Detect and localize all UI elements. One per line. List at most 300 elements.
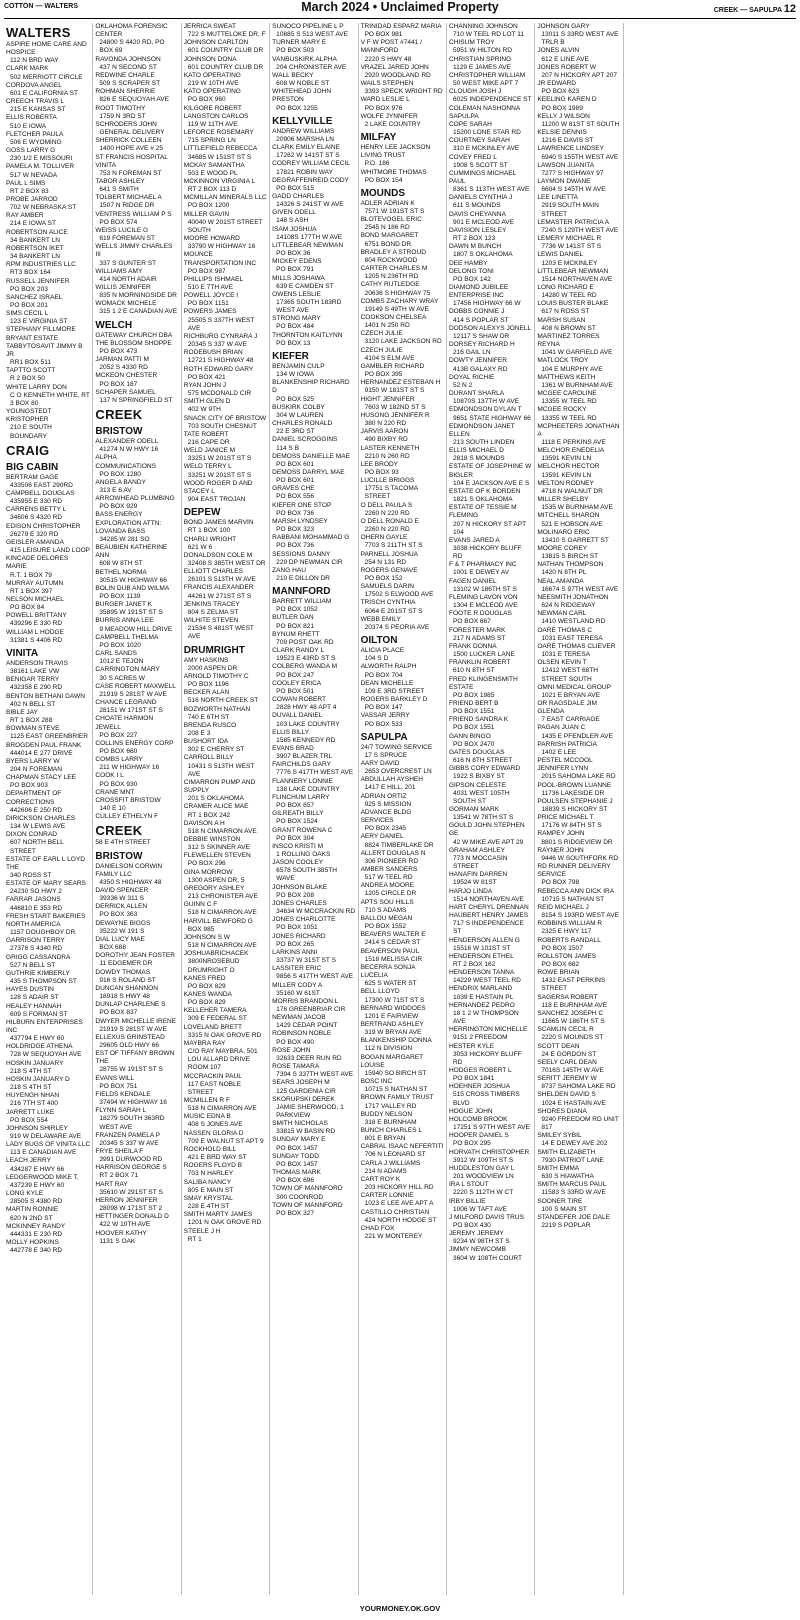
owner-name: VANBUSKIRK ALPHA bbox=[272, 55, 337, 63]
owner-address: PO BOX 304 bbox=[276, 834, 315, 842]
owner-address: 19524 W 81ST bbox=[452, 879, 497, 887]
owner-name: WELD JANICE M bbox=[183, 447, 236, 455]
owner-entry bbox=[449, 1181, 532, 1197]
owner-name: HENDERSON ETHEL bbox=[448, 952, 514, 960]
owner-entry bbox=[449, 904, 532, 912]
owner-entry bbox=[6, 212, 90, 228]
owner-entry bbox=[6, 725, 90, 741]
owner-entry bbox=[95, 789, 178, 797]
listing-column bbox=[4, 23, 92, 1595]
owner-name: HARRISON GEORGE S bbox=[95, 1164, 167, 1172]
owner-entry bbox=[6, 408, 90, 441]
owner-address: 703 SOUTH CHESNUT bbox=[187, 422, 257, 430]
owner-entry bbox=[361, 551, 444, 567]
city-heading: BRISTOW bbox=[95, 850, 143, 862]
owner-entry bbox=[449, 227, 532, 243]
owner-name: BOZWORTH NATHAN bbox=[183, 705, 251, 713]
owner-name: DANIELSON CORWIN FAMILY LLC bbox=[95, 862, 163, 878]
owner-entry bbox=[95, 332, 178, 356]
owner-entry bbox=[184, 382, 267, 398]
owner-entry bbox=[272, 128, 355, 144]
owner-name: DEMOSS DANIELLE MAE bbox=[272, 452, 351, 460]
owner-name: CORDOVA ANGEL bbox=[6, 81, 62, 89]
owner-entry bbox=[6, 1157, 90, 1173]
owner-name: HENDRIX MARLAND bbox=[448, 985, 513, 993]
owner-name: KATO OPERATING bbox=[183, 71, 241, 79]
owner-entry bbox=[449, 374, 532, 390]
owner-name: 58 E 4TH STREET bbox=[95, 839, 151, 847]
owner-address: 208 E 3 bbox=[187, 729, 211, 737]
owner-address: PO BOX 1151 bbox=[187, 300, 229, 308]
owner-address: 210 E SOUTH BOUNDARY bbox=[10, 424, 52, 440]
owner-name: ESTATE OF MARY SEARS bbox=[6, 880, 86, 888]
owner-name: ADVANCE BLDG SERVICES bbox=[360, 808, 412, 825]
owner-entry bbox=[272, 160, 355, 176]
owner-entry bbox=[272, 275, 355, 291]
owner-address: 2220 S MOUNDS ST bbox=[541, 1034, 604, 1042]
owner-address: 13815 S BIRCH ST bbox=[541, 553, 599, 561]
owner-address: 518 N CIMARRON AVE bbox=[187, 1105, 257, 1113]
owner-name: FARRAR JASONS bbox=[6, 896, 61, 904]
owner-entry bbox=[6, 229, 90, 245]
owner-name: HOOPER DANIEL S bbox=[448, 1132, 509, 1140]
owner-address: 21919 S 281ST W AVE bbox=[99, 1025, 167, 1033]
owner-name: WALL BECKY bbox=[272, 71, 314, 79]
owner-name: MCMILLAN MINERALS LLC bbox=[183, 194, 267, 202]
city-heading: KIEFER bbox=[272, 350, 309, 362]
owner-entry bbox=[449, 1198, 532, 1214]
owner-name: NEWMAN JACOB bbox=[272, 1014, 326, 1022]
owner-entry bbox=[6, 896, 90, 912]
owner-address: 39336 W 311 S bbox=[99, 895, 145, 903]
owner-entry bbox=[361, 477, 444, 501]
owner-name: CARL SANDS bbox=[95, 650, 137, 658]
owner-name: JONES CHARLES bbox=[272, 899, 327, 907]
owner-address: 444014 E 277 DRIVE bbox=[10, 749, 73, 757]
city-heading: MANNFORD bbox=[272, 586, 331, 598]
owner-address: 37494 W HIGHWAY 16 bbox=[99, 1099, 167, 1107]
owner-address: 14280 W TEEL RD bbox=[541, 292, 597, 300]
owner-entry bbox=[95, 839, 178, 847]
owner-entry bbox=[6, 343, 90, 367]
owner-address: 216 CAPE DR bbox=[187, 438, 230, 446]
owner-entry bbox=[95, 969, 178, 985]
owner-name: POULSEN STEPHANIE J bbox=[537, 797, 613, 805]
owner-address: 1041 W GARFIELD AVE bbox=[541, 349, 613, 357]
owner-address: PO BOX 36 bbox=[276, 250, 311, 258]
owner-address: RT 2 BOX 162 bbox=[452, 960, 496, 968]
owner-name: AARY DAVID bbox=[360, 759, 400, 767]
owner-entry bbox=[184, 113, 267, 129]
owner-entry bbox=[95, 227, 178, 243]
owner-address: 773 N MOCCASIN STREET bbox=[452, 854, 508, 871]
owner-address: 210 E DILLON DR bbox=[276, 575, 331, 582]
owner-address: BOX 688 bbox=[99, 944, 126, 952]
owner-address: 12721 S HIGHWAY 48 bbox=[187, 357, 254, 365]
owner-address: 11583 S 33RD W AVE bbox=[541, 1189, 606, 1197]
owner-name: MOORE COREY bbox=[537, 545, 588, 552]
owner-address: 6578 SOUTH 385TH WAVE bbox=[276, 867, 337, 883]
owner-name: ARROWHEAD PLUMBING bbox=[95, 495, 175, 503]
owner-name: BARRETT WILLIAM bbox=[272, 598, 332, 606]
owner-address: 702 W NEBRASKA ST bbox=[10, 204, 77, 212]
owner-name: DELONG TONI bbox=[448, 267, 494, 275]
owner-entry bbox=[537, 1214, 620, 1230]
owner-name: SKORUPSKI DEREK bbox=[272, 1095, 335, 1103]
owner-name: KANES FRED bbox=[183, 974, 226, 982]
owner-address: 228 E 4TH ST bbox=[187, 1203, 230, 1211]
owner-address: 2818 S MOUNDS bbox=[452, 455, 505, 463]
owner-address: 17300 W 71ST ST S bbox=[364, 996, 425, 1004]
owner-address: 621 W 6 bbox=[187, 543, 213, 551]
owner-name: DOWDY THOMAS bbox=[95, 968, 151, 976]
owner-name: ZANG HAU bbox=[272, 566, 306, 574]
owner-address: 2653 OVERCREST LN bbox=[364, 768, 432, 776]
owner-address: 1535 W BURNHAM AVE bbox=[541, 504, 613, 512]
owner-address: 137 N SPRINGFIELD ST bbox=[99, 396, 173, 404]
owner-name: LADY BUGS OF VINITA LLC bbox=[6, 1141, 91, 1149]
owner-entry bbox=[449, 888, 532, 904]
owner-address: PO BOX 142 bbox=[452, 275, 491, 283]
owner-address: 10715 S NATHAN ST bbox=[541, 895, 605, 903]
owner-entry bbox=[95, 1148, 178, 1164]
owner-address: 728 W SEQUOYAH AVE bbox=[10, 1051, 82, 1059]
owner-name: SEELY CARL DEAN bbox=[537, 1058, 597, 1066]
owner-name: SMAY KRYSTAL bbox=[183, 1194, 233, 1202]
owner-address: 601 COUNTRY CLUB DR bbox=[187, 47, 264, 55]
owner-entry bbox=[184, 552, 267, 568]
owner-entry bbox=[184, 1073, 267, 1097]
owner-address: PO BOX 682 bbox=[541, 960, 580, 968]
owner-address: 18279 SOUTH 363RD WEST AVE bbox=[99, 1115, 165, 1131]
owner-address: 7571 W 191ST ST S bbox=[364, 207, 425, 215]
listing-column bbox=[358, 23, 446, 1595]
owner-name: CABRAL ISAAC NEFERTITI bbox=[360, 1143, 444, 1151]
owner-address: BOX 985 bbox=[187, 925, 215, 933]
owner-address: 8361 S 113TH WEST AVE bbox=[452, 186, 530, 194]
owner-entry bbox=[449, 284, 532, 308]
owner-name: LEDGERWOOD MIKE T. bbox=[6, 1173, 79, 1181]
owner-entry bbox=[6, 1019, 90, 1043]
owner-entry bbox=[361, 428, 444, 444]
owner-name: ROHMAN SHERRIE bbox=[95, 88, 156, 96]
owner-address: 439296 E 330 RD bbox=[10, 620, 63, 628]
owner-name: LEMERY MICHAEL R bbox=[537, 235, 602, 243]
owner-name: BYNUM RHETT bbox=[272, 630, 320, 638]
owner-entry bbox=[184, 1211, 267, 1227]
owner-address: 16674 S 97TH WEST AVE bbox=[541, 585, 619, 593]
owner-address: 2210 N 260 RD bbox=[364, 452, 410, 460]
owner-address: PO BOX 1507 bbox=[541, 944, 583, 952]
owner-address: 1023 E LEE AVE APT A bbox=[364, 1200, 434, 1208]
owner-name: RODEBUSH BRIAN bbox=[183, 349, 243, 357]
owner-entry bbox=[184, 415, 267, 431]
owner-address: 521 E HOBSON AVE bbox=[541, 520, 603, 528]
owner-entry bbox=[361, 80, 444, 96]
owner-name: TOWN OF MANNFORD bbox=[272, 1185, 343, 1193]
owner-name: SALIBA NANCY bbox=[183, 1178, 232, 1186]
owner-address: 502 MERRIOTT CIRCLE bbox=[10, 73, 83, 81]
owner-address: PO BOX 1524 bbox=[276, 818, 318, 826]
owner-address: 17262 W 141ST ST S bbox=[276, 152, 340, 160]
owner-address: 8824 TIMBERLAKE DR bbox=[364, 841, 434, 849]
owner-address: 4718 N WALNUT DR bbox=[541, 487, 603, 495]
owner-address: 1507 N RIDGE DR bbox=[99, 202, 155, 210]
owner-entry bbox=[537, 162, 620, 178]
owner-address: 7736 W 141ST ST S bbox=[541, 243, 602, 251]
owner-entry bbox=[449, 268, 532, 284]
owner-name: CZECH JULIE bbox=[360, 346, 403, 354]
owner-address: RT 2 BOX 123 bbox=[452, 235, 496, 243]
owner-entry bbox=[449, 1214, 532, 1230]
owner-name: MOORE HOWARD bbox=[183, 235, 240, 243]
owner-entry bbox=[6, 294, 90, 310]
owner-name: BENJAMIN CULP bbox=[272, 362, 325, 370]
owner-entry bbox=[184, 568, 267, 584]
owner-name: FLINCHUM LARRY bbox=[272, 793, 330, 801]
owner-address: 9234 W 98TH ST S bbox=[452, 1238, 510, 1246]
owner-name: WELD TERRY L bbox=[183, 463, 232, 471]
owner-address: 740 E 6TH ST bbox=[187, 713, 230, 721]
owner-entry bbox=[95, 1018, 178, 1034]
owner-address: 1205 N 236TH RD bbox=[364, 273, 419, 281]
owner-name: HERNANDEZ ESTEBAN H bbox=[360, 379, 441, 387]
owner-address: PO BOX 736 bbox=[276, 509, 315, 517]
page-header bbox=[4, 0, 796, 19]
owner-entry bbox=[95, 243, 178, 267]
owner-entry bbox=[184, 349, 267, 365]
owner-address: 1129 E JAMES AVE bbox=[452, 63, 511, 71]
city-heading: KELLYVILLE bbox=[272, 115, 333, 127]
owner-address: 340 ROSS ST bbox=[10, 872, 52, 879]
owner-entry bbox=[537, 1010, 620, 1026]
owner-name: KELLEHER TAMERA bbox=[183, 1007, 247, 1015]
owner-name: MILLER SHELBY bbox=[537, 496, 589, 504]
owner-address: 601 COUNTRY CLUB DR bbox=[187, 63, 264, 71]
owner-address: 5951 W HILTON RD bbox=[452, 47, 513, 55]
owner-name: POWELL JOYCE I bbox=[183, 292, 239, 300]
owner-name: JONES RICHARD bbox=[272, 932, 326, 940]
owner-name: WHITEHEAD JOHN PRESTON bbox=[272, 88, 332, 104]
owner-address: 119 W 11TH AVE bbox=[187, 120, 238, 128]
owner-name: FLANNERY LONNIE bbox=[272, 777, 334, 785]
owner-address: 575 MCDONALD CIR bbox=[187, 390, 252, 398]
owner-entry bbox=[6, 278, 90, 294]
owner-address: 18918 S HWY 48 bbox=[99, 993, 150, 1001]
owner-entry bbox=[449, 1149, 532, 1165]
owner-address: 35222 W 191 S bbox=[99, 927, 145, 935]
owner-address: 1 ROLLING OAKS bbox=[276, 851, 331, 858]
owner-address: 34 BANKERT LN bbox=[10, 253, 60, 261]
owner-entry bbox=[537, 219, 620, 235]
owner-address: 1922 S BIXBY ST bbox=[452, 773, 505, 781]
owner-address: C/O RAY MAYBRA, 501 LOU ALLARD DRIVE ROOM 107 bbox=[187, 1048, 258, 1072]
owner-address: 9240 FREEDOM RD UNIT 817 bbox=[541, 1115, 619, 1132]
owner-entry bbox=[184, 162, 267, 178]
owner-entry bbox=[361, 64, 444, 80]
owner-name: SOONER TIRE bbox=[537, 1197, 583, 1205]
owner-name: MILLER CODY A bbox=[272, 981, 323, 989]
owner-entry bbox=[95, 772, 178, 788]
owner-name: KELLY J WILSON bbox=[537, 112, 590, 120]
owner-entry bbox=[537, 129, 620, 145]
owner-address: 1300 ASPEN DR, 5 bbox=[187, 876, 245, 884]
owner-entry bbox=[449, 953, 532, 969]
owner-entry bbox=[537, 969, 620, 993]
owner-name: HART CHERYL DRENNAN bbox=[448, 903, 529, 911]
owner-name: SIMS CECIL L bbox=[6, 310, 49, 318]
owner-name: ROGERS BARKLEY D bbox=[360, 696, 428, 704]
city-heading: DEPEW bbox=[183, 507, 221, 519]
owner-name: ELLIS MICHAEL D bbox=[448, 447, 505, 455]
owner-address: 112 N DIVISION bbox=[364, 1045, 413, 1053]
city-heading: BRISTOW bbox=[95, 426, 143, 438]
owner-address: 1021 E BRYAN AVE bbox=[541, 691, 600, 699]
owner-name: ANDREA MOORE bbox=[360, 882, 415, 890]
owner-entry bbox=[361, 616, 444, 632]
owner-address: 211 W HIGHWAY 16 bbox=[99, 764, 160, 772]
owner-entry bbox=[361, 169, 444, 185]
owner-entry bbox=[537, 545, 620, 561]
owner-entry bbox=[537, 1149, 620, 1165]
owner-name: DEBBIE WINSTON bbox=[183, 836, 241, 843]
owner-entry bbox=[95, 1034, 178, 1050]
owner-name: DANIEL SCROGGINS bbox=[272, 436, 338, 444]
owner-entry bbox=[449, 1132, 532, 1148]
owner-entry bbox=[184, 251, 267, 275]
owner-address: 380 N 220 RD bbox=[364, 420, 407, 428]
owner-name: EST OF TIFFANY BROWN THE bbox=[95, 1050, 175, 1066]
owner-entry bbox=[6, 1076, 90, 1092]
owner-entry bbox=[6, 629, 90, 645]
owner-entry bbox=[95, 389, 178, 405]
owner-address: 3907 BLAZER TRL bbox=[276, 753, 333, 761]
owner-address: 1205 CIRCLE DR bbox=[364, 890, 417, 898]
owner-name: MCCRACKIN PAUL bbox=[183, 1072, 242, 1080]
owner-entry bbox=[6, 1043, 90, 1059]
owner-address: PO BOX 829 bbox=[187, 982, 226, 990]
owner-address: 3912 W 109TH ST S bbox=[452, 1156, 514, 1164]
owner-address: 919 W DELAWARE AVE bbox=[10, 1133, 82, 1140]
owner-name: O DELL RONALD E bbox=[360, 517, 419, 525]
owner-address: 2052 S 4330 RD bbox=[99, 364, 148, 372]
owner-address: PO BOX 1139 bbox=[99, 593, 141, 600]
owner-name: DOROTHY JEAN FOSTER bbox=[95, 952, 175, 960]
owner-address: 9651 STATE HIGHWAY 66 bbox=[452, 414, 531, 422]
owner-entry bbox=[272, 404, 355, 420]
owner-name: NEWMAN CARL bbox=[537, 610, 587, 618]
owner-entry bbox=[449, 23, 532, 39]
owner-address: 34 BANKERT LN bbox=[10, 236, 60, 244]
owner-entry bbox=[361, 882, 444, 898]
owner-name: ALICIA PLACE bbox=[360, 647, 405, 655]
owner-address: 607 NORTH BELL STREET bbox=[10, 839, 64, 855]
owner-name: THOMAS MARK bbox=[272, 1169, 321, 1177]
city-heading: MOUNDS bbox=[360, 187, 406, 199]
owner-entry bbox=[361, 39, 444, 63]
owner-entry bbox=[361, 1143, 444, 1159]
owner-entry bbox=[449, 733, 532, 749]
owner-name: RPM INDUSTRIES LLC bbox=[6, 261, 76, 269]
owner-name: MELCHOR ENEDELIA bbox=[537, 447, 605, 455]
owner-address: 1500 LUCKER LANE bbox=[452, 651, 515, 659]
owner-entry bbox=[449, 749, 532, 765]
owner-name: DAVID SPENCER bbox=[95, 887, 149, 894]
owner-entry bbox=[272, 258, 355, 274]
owner-name: CHRISTIAN SPRING bbox=[448, 55, 512, 63]
owner-address: PO BOX 623 bbox=[541, 88, 580, 96]
owner-address: 402 W 9TH bbox=[187, 406, 221, 414]
owner-address: 117 EAST NOBLE STREET bbox=[187, 1080, 242, 1096]
owner-address: 33737 W 31ST ST S bbox=[276, 957, 336, 965]
owner-entry bbox=[361, 216, 444, 232]
owner-name: WAILS STEPHEN bbox=[360, 80, 414, 88]
owner-address: RT 2 BOX 71 bbox=[99, 1172, 139, 1180]
owner-address: 805 E MAIN ST bbox=[187, 1186, 234, 1194]
owner-name: FLEMING LAVON VON bbox=[448, 593, 518, 601]
owner-name: BOWMAN STEVE bbox=[6, 725, 60, 733]
owner-entry bbox=[537, 904, 620, 920]
owner-name: ELLIOTT CHARLES bbox=[183, 568, 243, 576]
owner-address: 8154 S 193RD WEST AVE bbox=[541, 912, 619, 920]
owner-name: CHANCE LEGRAND bbox=[95, 699, 157, 707]
owner-address: 6025 INDEPENDENCE ST bbox=[452, 96, 532, 104]
city-heading: BIG CABIN bbox=[6, 461, 59, 473]
owner-name: MARSH SUSAN bbox=[537, 316, 586, 324]
owner-name: STEPHANY FILLMORE bbox=[6, 326, 76, 334]
owner-name: DUNCAN SHANNON bbox=[95, 984, 158, 992]
owner-name: JARMAN PATTI M bbox=[95, 356, 149, 364]
owner-entry bbox=[6, 1141, 90, 1157]
owner-address: 2260 N 220 RD bbox=[364, 526, 410, 534]
owner-entry bbox=[272, 745, 355, 761]
owner-name: HAUBERT HENRY JAMES bbox=[448, 912, 529, 920]
owner-address: 433506 EAST 290RD bbox=[10, 481, 73, 489]
owner-entry bbox=[184, 1097, 267, 1113]
owner-entry bbox=[95, 300, 178, 316]
owner-address: 214 E IOWA ST bbox=[10, 220, 56, 228]
owner-entry bbox=[272, 209, 355, 225]
owner-entry bbox=[272, 1096, 355, 1120]
owner-entry bbox=[361, 96, 444, 112]
owner-name: GILREATH BILLY bbox=[272, 810, 324, 818]
owner-address: 1012 E TEJON bbox=[99, 658, 144, 666]
owner-entry bbox=[6, 367, 90, 383]
owner-address: PO BOX 667 bbox=[452, 618, 491, 626]
owner-entry bbox=[95, 544, 178, 568]
owner-entry bbox=[449, 121, 532, 137]
owner-name: LAYMON DWANE bbox=[537, 177, 591, 185]
owner-entry bbox=[361, 712, 444, 728]
owner-address: PO BOX 525 bbox=[276, 395, 315, 403]
owner-address: PO BOX 1985 bbox=[452, 691, 495, 699]
owner-address: 904 EAST TROJAN bbox=[187, 496, 246, 504]
owner-entry bbox=[361, 760, 444, 776]
owner-entry bbox=[95, 372, 178, 388]
owner-name: WILLIS JENNIFER bbox=[95, 284, 151, 291]
owner-address: 8801 S RIDGEVIEW DR bbox=[541, 838, 613, 846]
owner-address: 216 GAIL LN bbox=[452, 349, 491, 357]
owner-address: 3120 LAKE JACKSON RD bbox=[364, 338, 442, 346]
owner-entry bbox=[184, 292, 267, 308]
owner-name: ANDREW WILLIAMS bbox=[272, 127, 335, 135]
owner-address: 24800 S 4420 RD, PO BOX 69 bbox=[99, 39, 165, 55]
owner-address: PO BOX 484 bbox=[276, 323, 315, 331]
owner-address: 204 N FOREMAN bbox=[10, 765, 63, 773]
owner-name: COMBS ZACHARY WRAY bbox=[360, 297, 439, 305]
owner-address: PO BOX 84 bbox=[10, 604, 45, 612]
owner-name: ROSE JOHN bbox=[272, 1046, 311, 1054]
